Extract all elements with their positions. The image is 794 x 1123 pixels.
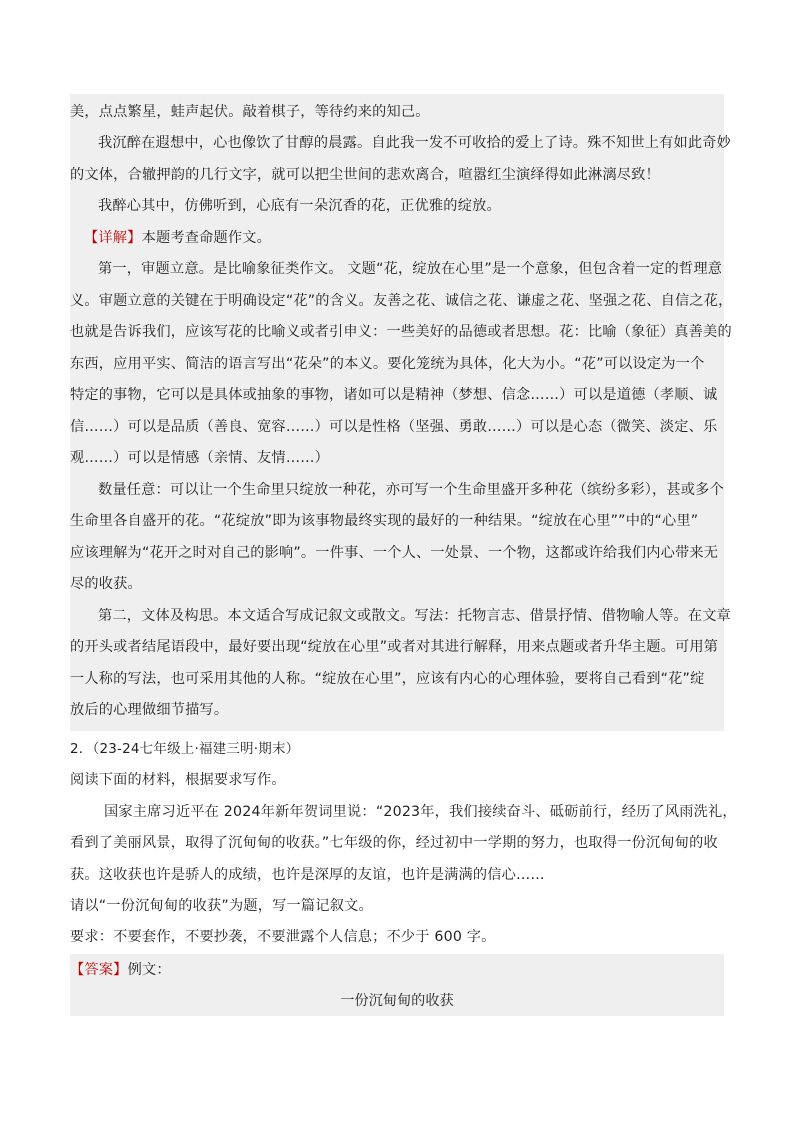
question-header: 2．（23-24七年级上·福建三明·期末） (70, 741, 300, 757)
question-instruction: 阅读下面的材料，根据要求写作。 (70, 772, 286, 788)
detail-line: 放后的心理做细节描写。 (70, 702, 229, 718)
answer-line: 我沉醉在遐想中，心也像饮了甘醇的晨露。自此我一发不可收拾的爱上了诗。殊不知世上有如此奇妙 (98, 135, 732, 151)
answer-line: 美，点点繁星，蛙声起伏。敲着棋子，等待约来的知己。 (70, 104, 430, 120)
answer-heading (70, 955, 724, 987)
detail-line: 东西，应用平实、简洁的语言写出“花朵”的本义。要化笼统为具体，化大为小。“花”可以设定为一个 (70, 356, 705, 372)
detail-line: 数量任意：可以让一个生命里只绽放一种花，亦可写一个生命里盛开多种花（缤纷多彩），甚或多个 (98, 482, 724, 498)
detail-line: 生命里各自盛开的花。“花绽放”即为该事物最终实现的最好的一种结果。“绽放在心里””中的“心里” (70, 513, 699, 529)
answer-line: 我醉心其中，仿佛听到，心底有一朵沉香的花，正优雅的绽放。 (98, 198, 501, 214)
essay-title: 一份沉甸甸的收获 (340, 993, 454, 1009)
material-line: 看到了美丽风景，取得了沉甸甸的收获。”七年级的你，经过初中一学期的努力，也取得一份沉甸甸的收 (70, 835, 718, 851)
answer-tag: 【答案】 (70, 962, 128, 978)
material-line: 国家主席习近平在 2024年新年贺词里说：“2023年，我们接续奋斗、砥砺前行，经历了风雨洗礼， (104, 804, 737, 820)
detail-line: 第二，文体及构思。本文适合写成记叙文或散文。写法：托物言志、借景抒情、借物喻人等。在文章 (98, 608, 732, 624)
detail-line: 尽的收获。 (70, 576, 142, 592)
detail-line: 应该理解为“花开之时对自己的影响”。一件事、一个人、一处景、一个物，这都或许给我们内心带来无 (70, 545, 719, 561)
question-requirements: 要求：不要套作，不要抄袭，不要泄露个人信息；不少于 600 字。 (70, 929, 496, 945)
answer-line: 的文体，合辙押韵的几行文字，就可以把尘世间的悲欢离合，喧嚣红尘演绎得如此淋漓尽致！ (70, 167, 660, 183)
detail-intro: 本题考查命题作文。 (141, 230, 272, 246)
detail-line: 也就是告诉我们，应该写花的比喻义或者引申义：一些美好的品德或者思想。花：比喻（象征）真善美的 (70, 324, 732, 340)
material-line: 获。这收获也许是骄人的成绩，也许是深厚的友谊，也许是满满的信心…… (70, 867, 545, 883)
detail-line: 信……）可以是品质（善良、宽容……）可以是性格（坚强、勇敢……）可以是心态（微笑、淡定、乐 (70, 419, 718, 435)
detail-line: 观……）可以是情感（亲情、友情……） (70, 450, 329, 466)
detail-line: 特定的事物，它可以是具体或抽象的事物，诸如可以是精神（梦想、信念……）可以是道德（孝顺、诚 (70, 387, 718, 403)
detail-line: 义。审题立意的关键在于明确设定“花”的含义。友善之花、诚信之花、谦虚之花、坚强之花、自信之花， (70, 293, 733, 309)
detail-line: 第一，审题立意。是比喻象征类作文。 文题“花，绽放在心里”是一个意象，但包含着一定的哲理意 (98, 261, 723, 277)
detail-line: 一人称的写法，也可采用其他的人称。“绽放在心里”，应该有内心的心理体验，要将自己看到“花”绽 (70, 671, 705, 687)
detail-heading (84, 223, 738, 255)
detail-tag: 【详解】 (84, 230, 142, 246)
detail-line: 的开头或者结尾语段中，最好要出现“绽放在心里”或者对其进行解释，用来点题或者升华主题。可用第 (70, 639, 719, 655)
question-task: 请以“一份沉甸甸的收获”为题，写一篇记叙文。 (70, 898, 373, 914)
answer-label: 例文： (127, 962, 171, 978)
